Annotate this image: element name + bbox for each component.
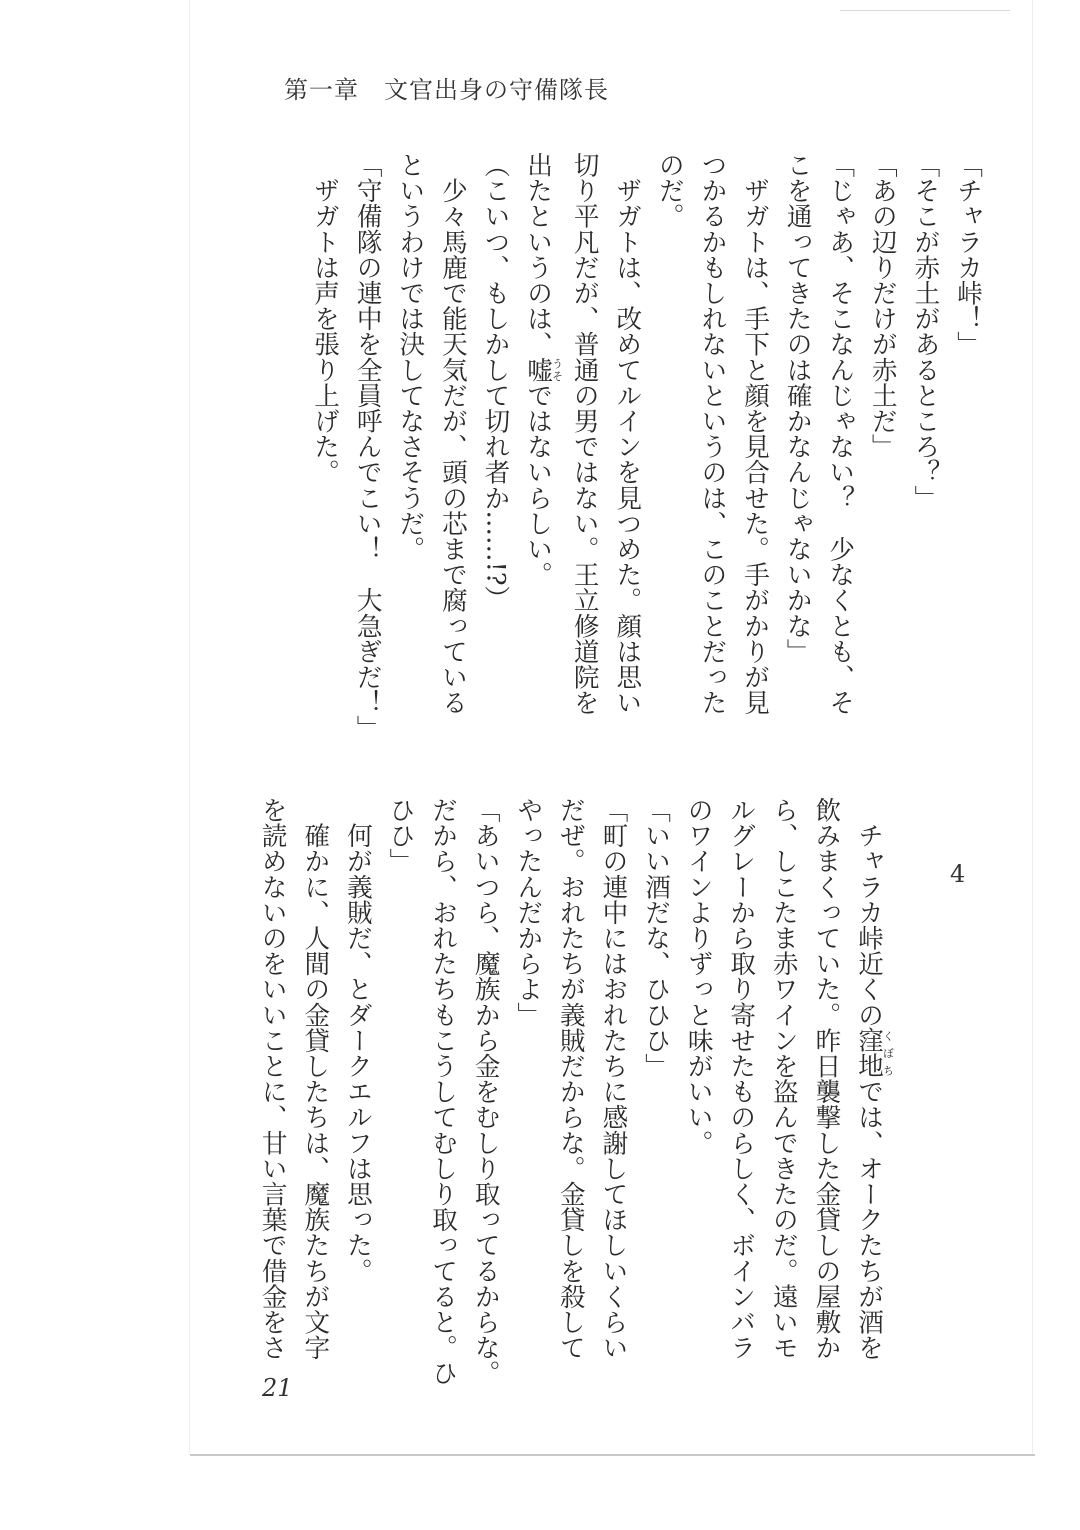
- text-column: ザガトは、手下と顔を見合せた。手がかりが見: [740, 152, 771, 716]
- text-column: 「チャラカ峠！」: [953, 152, 983, 357]
- ruby-base: 嘘: [523, 356, 554, 383]
- text-column: 少々馬鹿で能天気だが、頭の芯まで腐っている: [437, 152, 468, 716]
- text-column: 「そこが赤土があるところ？」: [910, 152, 941, 511]
- text-column: 確かに、人間の金貸したちは、魔族たちが文字: [300, 797, 331, 1361]
- text-column: 「あいつら、魔族から金をむしり取ってるからな。: [470, 797, 501, 1386]
- text-column: だから、おれたちもこうしてむしり取ってると。ひ: [428, 797, 459, 1386]
- text-column: [516, 152, 563, 732]
- text-column: 「守備隊の連中を全員呼んでこい！ 大急ぎだ！」: [352, 152, 383, 741]
- text-column: 切り平凡だが、普通の男ではない。王立修道院を: [569, 152, 600, 716]
- text-column: 「じゃあ、そこなんじゃない？ 少なくとも、そ: [825, 152, 856, 716]
- scan-edge-bottom: [190, 1454, 1035, 1456]
- section-number: 4: [950, 860, 966, 888]
- text-column: 「あの辺りだけが赤土だ」: [867, 152, 898, 460]
- scan-mark-top: [840, 10, 1010, 11]
- text-column: つかるかもしれないというのは、このことだった: [697, 152, 728, 716]
- text-column: ザガトは声を張り上げた。: [310, 152, 341, 485]
- text-column: のだ。: [654, 152, 685, 229]
- text-column: [847, 797, 894, 1377]
- page-number: 21: [262, 1374, 293, 1402]
- text-column: ルグレーから取り寄せたものらしく、ボインバラ: [726, 797, 757, 1361]
- text-column: のワインよりずっと味がいい。: [683, 797, 714, 1156]
- text-segment: では、オークたちが酒を: [854, 1078, 884, 1361]
- text-column: 飲みまくっていた。昨日襲撃した金貸しの屋敷か: [811, 797, 842, 1361]
- text-column: ひひ」: [385, 797, 416, 874]
- text-column: 何が義賊だ、とダークエルフは思った。: [342, 797, 373, 1284]
- text-column: 「町の連中にはおれたちに感謝してほしいくらい: [598, 797, 629, 1361]
- text-column: やったんだからよ」: [513, 797, 544, 1028]
- running-head: 第一章 文官出身の守備隊長: [284, 76, 609, 104]
- text-column: ら、しこたま赤ワインを盗んできたのだ。遠いモ: [768, 797, 799, 1361]
- text-segment: チャラカ峠近くの: [854, 797, 884, 1028]
- ruby-annotated-word: [854, 1027, 895, 1079]
- text-column: だぜ。おれたちが義賊だからな。金貸しを殺して: [555, 797, 586, 1361]
- ruby-base: 窪地: [854, 1027, 884, 1079]
- text-column: 「いい酒だな、ひひひ」: [641, 797, 672, 1079]
- text-column: ザガトは、改めてルインを見つめた。顔は思い: [612, 152, 643, 716]
- ruby-annotated-word: [523, 356, 564, 383]
- text-column: を読めないのをいいことに、甘い言葉で借金をさ: [257, 797, 288, 1361]
- text-block-top: [304, 152, 990, 741]
- scan-edge-right: [1032, 0, 1033, 1455]
- scan-edge-left: [189, 0, 190, 1455]
- text-column: というわけでは決してなさそうだ。: [395, 152, 426, 562]
- text-column: （こいつ、もしかして切れ者か……!?）: [480, 152, 511, 612]
- ruby-reading: うそ: [550, 356, 564, 383]
- text-segment: 出たというのは、: [523, 152, 554, 357]
- text-segment: ではないらしい。: [523, 382, 554, 588]
- text-column: こを通ってきたのは確かなんじゃないかな」: [782, 152, 813, 664]
- ruby-reading: くぼち: [881, 1027, 895, 1079]
- text-block-bottom: [251, 797, 895, 1386]
